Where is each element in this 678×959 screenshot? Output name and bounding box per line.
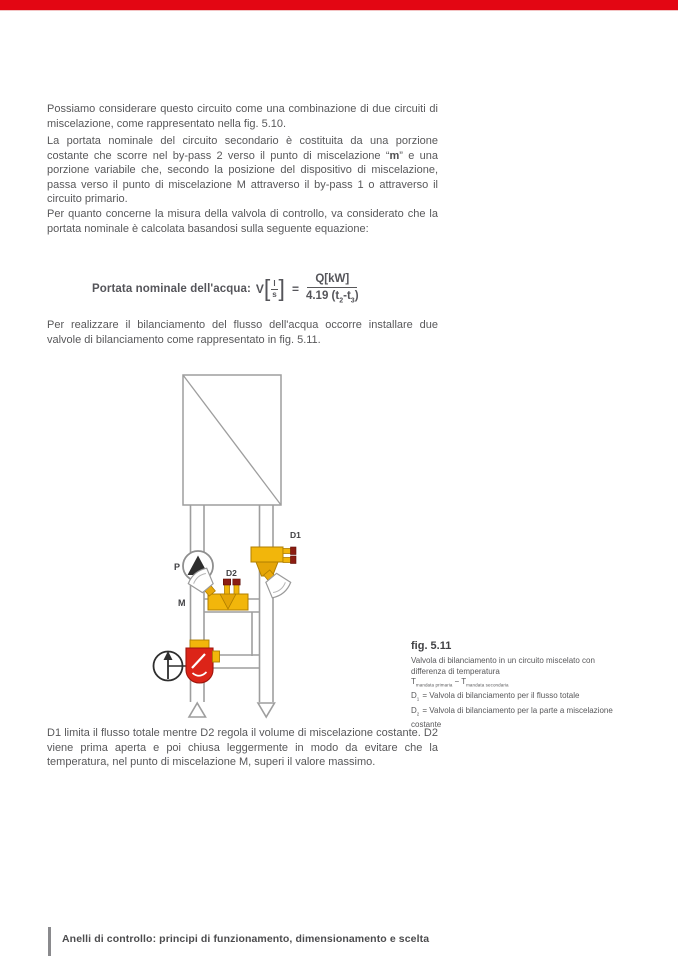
equation-fraction — [306, 273, 359, 304]
equation-equals: = — [291, 282, 299, 296]
equation-bracket-close: ] — [278, 274, 285, 301]
paragraph-2-bold-m: m — [389, 149, 400, 162]
pump-label: P — [174, 562, 181, 572]
actuator-icon — [154, 651, 187, 681]
water-flow-equation — [92, 266, 359, 312]
boiler-icon — [183, 375, 281, 505]
paragraph-1 — [47, 102, 438, 131]
paragraph-2 — [47, 134, 438, 207]
mixing-point-label: M — [178, 598, 186, 608]
valve-d1-label: D1 — [290, 530, 301, 540]
equation-numerator: Q[kW] — [307, 273, 357, 288]
figure-caption-temp-formula: $T_{mandata primaria} - T_{mandata secondaria}$ — [411, 677, 509, 688]
paragraph-5 — [47, 726, 438, 770]
paragraph-3 — [47, 207, 438, 236]
figure-caption — [411, 640, 619, 730]
footer-chapter-title: Anelli di controllo: principi di funzionamento, dimensionamento e scelta — [62, 933, 430, 945]
flow-arrow-up-icon — [189, 703, 206, 717]
equation-unit-denominator: s — [272, 289, 277, 299]
figure-title: fig. 5.11 — [411, 640, 452, 652]
equation-bracket-open: [ — [263, 274, 271, 301]
equation-denominator: 4.19 $(t_2-t_3)$ — [305, 290, 359, 305]
balancing-valve-d1-icon — [251, 547, 296, 600]
paragraph-2-text-post: ” e una porzione variabile che, secondo la posizione del dispositivo di miscelazione, passa verso il punto di miscelazione M attraverso il by-pass 1 o attraverso il circuito primario. — [47, 149, 438, 206]
figure-caption-d1: $D_1$ = Valvola di bilanciamento per il flusso totale — [411, 691, 580, 702]
figure-caption-intro: Valvola di bilanciamento in un circuito miscelato con differenza di temperatura — [411, 656, 595, 676]
equation-unit-fraction — [271, 279, 277, 298]
equation-variable: V — [255, 282, 264, 296]
paragraph-5-text: D1 limita il flusso totale mentre D2 regola il volume di miscelazione costante. D2 viene prima aperta e poi chiusa leggermente in modo da evitare che la temperatura, nel punto di miscelazione M, superi il valore massimo. — [47, 727, 438, 769]
mixing-valve-icon — [186, 640, 220, 683]
equation-unit-numerator: l — [273, 279, 276, 289]
equation-label: Portata nominale dell'acqua: — [92, 283, 251, 295]
figure-caption-d2: $D_2$ = Valvola di bilanciamento per la parte a miscelazione costante — [411, 705, 613, 729]
paragraph-3-text: Per quanto concerne la misura della valvola di controllo, va considerato che la portata nominale è calcolata basandosi sulla seguente equazione: — [47, 208, 438, 235]
paragraph-2-text-pre: La portata nominale del circuito secondario è costituita da una porzione costante che scorre nel by-pass 2 verso il punto di miscelazione “ — [47, 135, 438, 162]
return-pipe — [260, 505, 274, 702]
footer-accent-bar — [48, 927, 51, 956]
valve-d2-label: D2 — [226, 568, 237, 578]
flow-arrow-down-icon — [258, 703, 275, 717]
paragraph-1-text: Possiamo considerare questo circuito come una combinazione di due circuiti di miscelazione, come rappresentato nella fig. 5.10. — [47, 103, 438, 130]
paragraph-4 — [47, 318, 438, 347]
paragraph-4-text: Per realizzare il bilanciamento del flusso dell'acqua occorre installare due valvole di bilanciamento come rappresentato in fig. 5.11. — [47, 319, 438, 346]
top-red-bar — [0, 0, 678, 11]
